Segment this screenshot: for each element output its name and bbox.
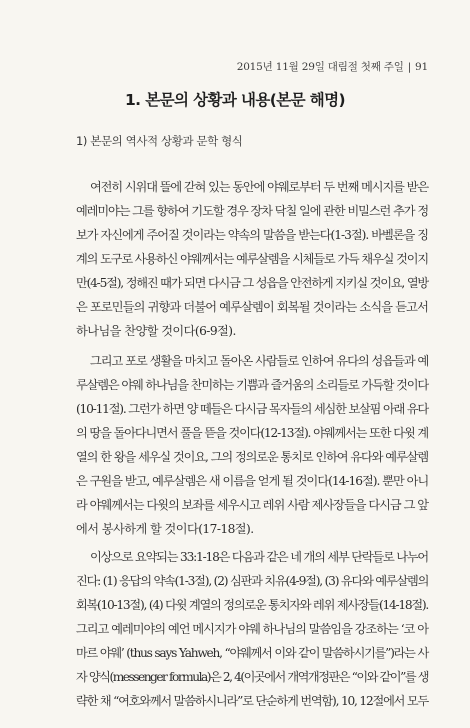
paragraph-1-line: 계의 도구로 사용하신 야웨께서는 예루살렘을 시체들로 가득 채우실 것이지 <box>76 252 428 266</box>
running-header-date-text: 2015년 11월 29일 대림절 첫째 주일 <box>236 61 404 73</box>
paragraph-1-line: 여전히 시위대 뜰에 갇혀 있는 동안에 야웨로부터 두 번째 메시지를 받은 <box>90 180 428 194</box>
paragraph-2-line: 그리고 포로 생활을 마치고 돌아온 사람들로 인하여 유다의 성읍들과 예 <box>90 354 429 368</box>
paragraph-3-line: 그리고 예레미야의 예언 메시지가 야웨 하나님의 말씀임을 강조하는 ‘코 아 <box>76 622 428 636</box>
paragraph-3-line: 자 양식(messenger formula)은 2, 4(이곳에서 개역개정판은 “이와 같이”를 생 <box>76 670 428 684</box>
paragraph-3-line: 략한 채 “여호와께서 말씀하시니라”로 단순하게 번역함), 10, 12절에서 모두 <box>76 694 429 708</box>
paragraph-3-line: 마르 야웨’ (thus says Yahweh, “야웨께서 이와 같이 말씀하시기를”)라는 사 <box>76 646 428 660</box>
paragraph-2-line: 의 땅을 돌아다니면서 풀을 뜯을 것이다(12-13절). 야웨께서는 또한 다윗 계 <box>76 426 428 440</box>
paragraph-1-line: 보가 자신에게 주어질 것이라는 약속의 말씀을 받는다(1-3절). 바벨론을 징 <box>76 228 428 242</box>
paragraph-1-line: 은 포로민들의 귀향과 더불어 예루살렘이 회복될 것이라는 소식을 듣고서 <box>76 300 428 314</box>
paragraph-3-line: 회복(10-13절), (4) 다윗 계열의 정의로운 통치자와 레위 제사장들(14-18절). <box>76 598 428 612</box>
paragraph-1-line: 하나님을 찬양할 것이다(6-9절). <box>76 324 236 338</box>
paragraph-2-line: 열의 한 왕을 세우실 것이요, 그의 정의로운 통치로 인하여 유다와 예루살렘 <box>76 450 428 464</box>
paragraph-2-line: 은 구원을 받고, 예루살렘은 새 이름을 얻게 될 것이다(14-16절). 뿐만 아니 <box>76 474 429 488</box>
subsection-title: 1) 본문의 역사적 상황과 문학 형식 <box>76 134 243 148</box>
header-separator: | <box>407 61 412 73</box>
body-text <box>76 0 428 728</box>
paragraph-2-line: 라 야웨께서는 다윗의 보좌를 세우시고 레위 사람 제사장들을 다시금 그 앞 <box>76 498 428 512</box>
paragraph-2-line: (10-11절). 그런가 하면 양 떼들은 다시금 목자들의 세심한 보살핌 아래 유다 <box>76 402 428 416</box>
paragraph-1-line: 예레미야는 그를 향하여 기도할 경우 장차 닥칠 일에 관한 비밀스런 추가 정 <box>76 204 428 218</box>
paragraph-2-line: 에서 봉사하게 할 것이다(17-18절). <box>76 522 254 536</box>
paragraph-2-line: 루살렘은 야웨 하나님을 찬미하는 기쁨과 즐거움의 소리들로 가득할 것이다 <box>76 378 428 392</box>
paragraph-3-line: 이상으로 요약되는 33:1-18은 다음과 같은 네 개의 세부 단락들로 나누어 <box>90 550 428 564</box>
section-title: 1. 본문의 상황과 내용(본문 해명) <box>124 91 346 109</box>
paragraph-1-line: 만(4-5절), 정해진 때가 되면 다시금 그 성읍을 안전하게 지키실 것이요, 열방 <box>76 276 428 290</box>
page-number: 91 <box>415 61 428 73</box>
paragraph-3-line: 진다: (1) 응답의 약속(1-3절), (2) 심판과 치유(4-9절), (3) 유다와 예루살렘의 <box>76 574 429 588</box>
